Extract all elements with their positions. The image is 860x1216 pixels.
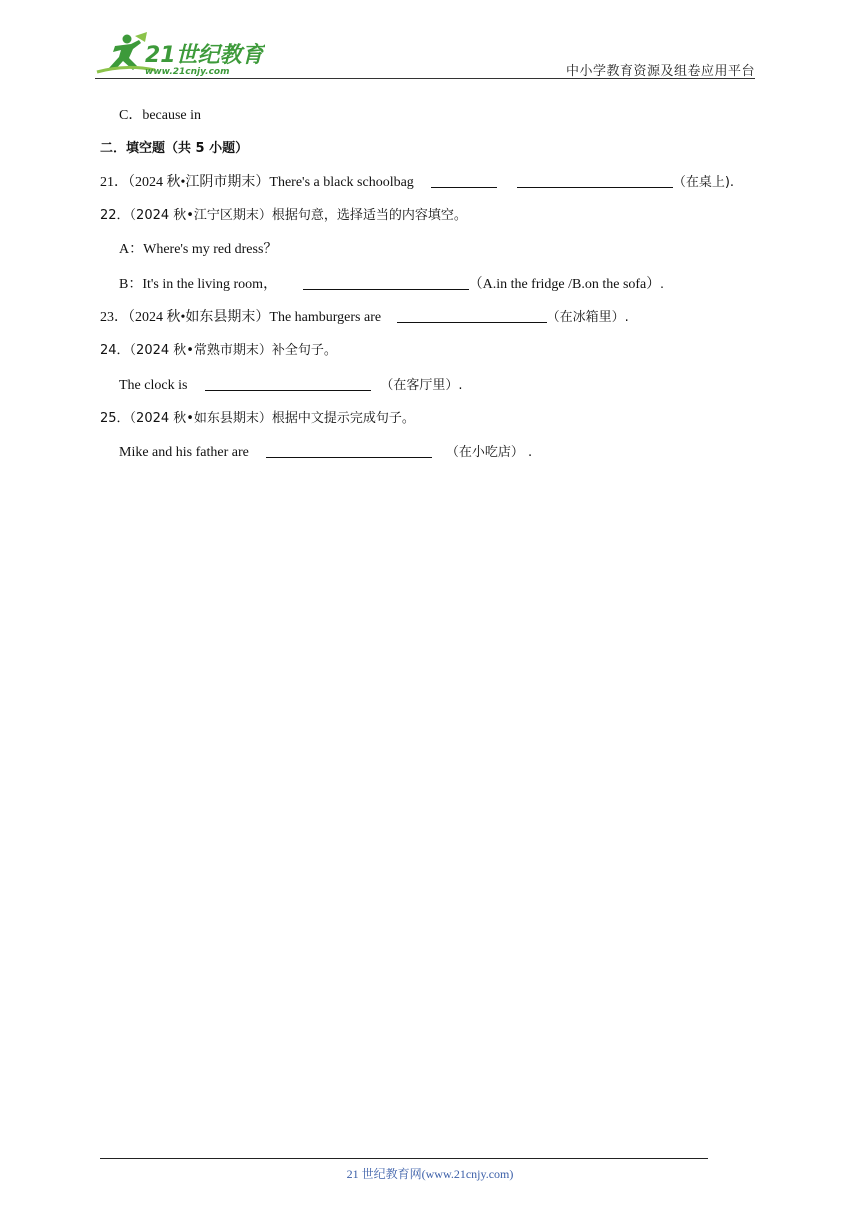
answer-blank[interactable] — [205, 376, 371, 391]
site-logo — [95, 30, 265, 78]
footer-divider — [100, 1158, 708, 1159]
question-25-text: Mike and his father are — [119, 445, 249, 460]
question-22-b-options: （A.in the fridge /B.on the sofa）. — [468, 277, 664, 292]
svg-text:21世纪教育: 21世纪教育 — [145, 43, 264, 68]
question-21 — [100, 173, 734, 193]
question-22: 22．（2024 秋•江宁区期末）根据句意，选择适当的内容填空。 — [100, 208, 467, 223]
header-divider — [95, 78, 755, 79]
question-24-hint: （在客厅里）. — [380, 378, 463, 393]
question-21-hint: （在桌上). — [672, 175, 735, 190]
question-21-text: 21．（2024 秋•江阴市期末）There's a black schoolbag — [100, 175, 414, 190]
question-22-b — [119, 275, 664, 295]
question-22-b-text: B：It's in the living room， — [119, 277, 278, 292]
question-25: 25．（2024 秋•如东县期末）根据中文提示完成句子。 — [100, 411, 415, 426]
question-23-hint: （在冰箱里）. — [546, 310, 629, 325]
question-25-line — [119, 443, 532, 463]
answer-blank[interactable] — [303, 275, 469, 290]
question-24-text: The clock is — [119, 378, 188, 393]
option-c: C．because in — [119, 108, 202, 123]
answer-blank[interactable] — [517, 173, 673, 188]
page-header — [95, 30, 755, 78]
answer-blank[interactable] — [266, 443, 432, 458]
question-24: 24．（2024 秋•常熟市期末）补全句子。 — [100, 343, 337, 358]
section-title: 二．填空题（共 5 小题） — [100, 141, 249, 156]
question-24-line — [119, 376, 463, 396]
footer-link[interactable]: 21 世纪教育网(www.21cnjy.com) — [346, 1167, 514, 1181]
question-22-a: A：Where's my red dress？ — [119, 242, 278, 257]
answer-blank[interactable] — [397, 308, 547, 323]
question-23 — [100, 308, 629, 328]
svg-text:www.21cnjy.com: www.21cnjy.com — [145, 67, 230, 77]
question-25-hint: （在小吃店） . — [445, 445, 533, 460]
answer-blank[interactable] — [431, 173, 497, 188]
question-23-text: 23．（2024 秋•如东县期末）The hamburgers are — [100, 310, 382, 325]
header-platform-title: 中小学教育资源及组卷应用平台 — [565, 64, 755, 79]
